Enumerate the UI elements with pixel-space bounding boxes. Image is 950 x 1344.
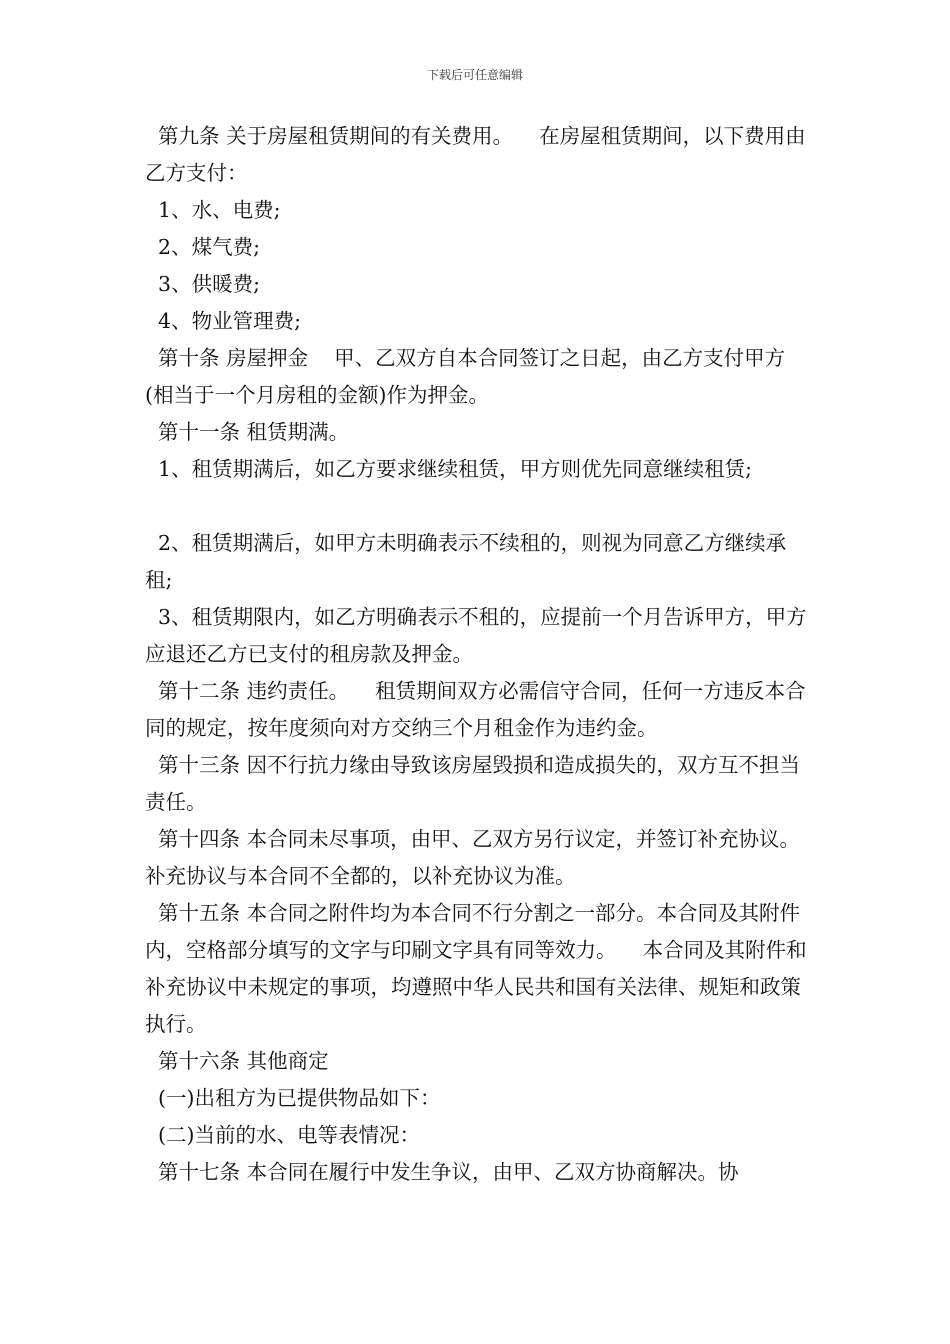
list-item: 2、煤气费; bbox=[145, 235, 260, 259]
page-header: 下载后可任意编辑 bbox=[426, 68, 523, 82]
article-9: 第九条 关于房屋租赁期间的有关费用。 在房屋租赁期间，以下费用由乙方支付： bbox=[145, 124, 806, 185]
article-10: 第十条 房屋押金 甲、乙双方自本合同签订之日起，由乙方支付甲方(相当于一个月房租的金额)作为押金。 bbox=[145, 346, 786, 407]
article-13: 第十三条 因不行抗力缘由导致该房屋毁损和造成损失的，双方互不担当责任。 bbox=[145, 753, 801, 814]
list-item: 2、租赁期满后，如甲方未明确表示不续租的，则视为同意乙方继续承租; bbox=[145, 531, 787, 592]
list-item: 1、租赁期满后，如乙方要求继续租赁，甲方则优先同意继续租赁; bbox=[145, 457, 752, 481]
list-item: 3、供暖费; bbox=[145, 272, 260, 296]
article-17: 第十七条 本合同在履行中发生争议，由甲、乙双方协商解决。协 bbox=[145, 1160, 739, 1184]
list-item: 1、水、电费; bbox=[145, 198, 281, 222]
article-12: 第十二条 违约责任。 租赁期间双方必需信守合同，任何一方违反本合同的规定，按年度须向对方交纳三个月租金作为违约金。 bbox=[145, 679, 806, 740]
article-14: 第十四条 本合同未尽事项，由甲、乙双方另行议定，并签订补充协议。补充协议与本合同不全都的，以补充协议为准。 bbox=[145, 827, 801, 888]
list-item: (一)出租方为已提供物品如下： bbox=[145, 1086, 441, 1110]
article-11: 第十一条 租赁期满。 bbox=[145, 420, 350, 444]
document-body bbox=[145, 118, 810, 1191]
list-item: 4、物业管理费; bbox=[145, 309, 301, 333]
list-item: 3、租赁期限内，如乙方明确表示不租的，应提前一个月告诉甲方，甲方应退还乙方已支付的租房款及押金。 bbox=[145, 605, 807, 666]
article-16: 第十六条 其他商定 bbox=[145, 1049, 329, 1073]
blank-line bbox=[145, 488, 810, 525]
list-item: (二)当前的水、电等表情况： bbox=[145, 1123, 421, 1147]
article-15: 第十五条 本合同之附件均为本合同不行分割之一部分。本合同及其附件内，空格部分填写的文字与印刷文字具有同等效力。 本合同及其附件和补充协议中未规定的事项，均遵照中华人民共和国有关法律、规矩和政策执行。 bbox=[145, 901, 807, 1036]
